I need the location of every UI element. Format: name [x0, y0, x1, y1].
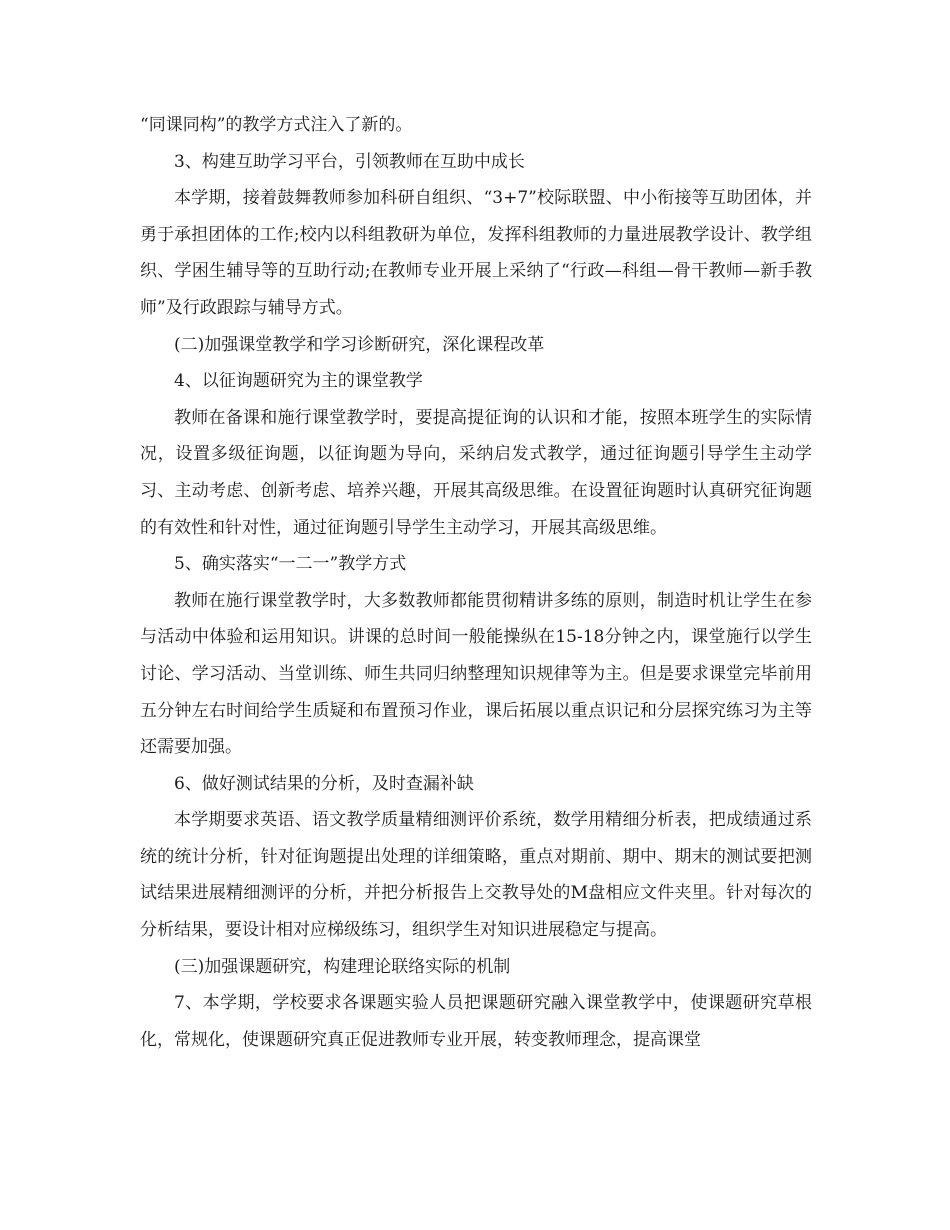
heading-item-6: 6、做好测试结果的分析，及时查漏补缺 — [174, 773, 474, 794]
paragraph-test-analysis: 本学期要求英语、语文教学质量精细测评价系统，数学用精细分析表，把成绩通过系统的统计分析，针对征询题提出处理的详细策略，重点对期前、期中、期末的测试要把测试结果进展精细测评的分析，并把分析报告上交教导处的M盘相应文件夹里。针对每次的分析结果，要设计相对应梯级练习，组织学生对知识进展稳定与提高。 — [140, 810, 812, 941]
heading-item-3: 3、构建互助学习平台，引领教师在互助中成长 — [174, 151, 525, 172]
section-heading-2: (二)加强课堂教学和学习诊断研究，深化课程改革 — [174, 334, 545, 355]
heading-item-5: 5、确实落实“一二一”教学方式 — [174, 554, 407, 575]
paragraph-continuation: “同课同构”的教学方式注入了新的。 — [140, 115, 413, 135]
paragraph-research: 7、本学期，学校要求各课题实验人员把课题研究融入课堂教学中，使课题研究草根化，常规化，使课题研究真正促进教师专业开展，转变教师理念，提高课堂 — [140, 993, 812, 1050]
paragraph-mutual-help: 本学期，接着鼓舞教师参加科研自组织、“3+7”校际联盟、中小衔接等互助团体，并勇于承担团体的工作;校内以科组教研为单位，发挥科组教师的力量进展教学设计、教学组织、学困生辅导等的互助行动;在教师专业开展上采纳了“行政—科组—骨干教师—新手教师”及行政跟踪与辅导方式。 — [140, 188, 812, 318]
paragraph-teaching-mode: 教师在施行课堂教学时，大多数教师都能贯彻精讲多练的原则，制造时机让学生在参与活动中体验和运用知识。讲课的总时间一般能操纵在15-18分钟之内，课堂施行以学生讨论、学习活动、当堂训练、师生共同归纳整理知识规律等为主。但是要求课堂完毕前用五分钟左右时间给学生质疑和布置预习作业，课后拓展以重点识记和分层探究练习为主等还需要加强。 — [140, 590, 812, 758]
heading-item-4: 4、以征询题研究为主的课堂教学 — [174, 371, 423, 392]
section-heading-3: (三)加强课题研究，构建理论联络实际的机制 — [174, 956, 511, 977]
paragraph-question-teaching: 教师在备课和施行课堂教学时，要提高提征询的认识和才能，按照本班学生的实际情况，设置多级征询题，以征询题为导向，采纳启发式教学，通过征询题引导学生主动学习、主动考虑、创新考虑、培养兴趣，开展其高级思维。在设置征询题时认真研究征询题的有效性和针对性，通过征询题引导学生主动学习，开展其高级思维。 — [140, 407, 812, 538]
document-body — [140, 107, 812, 1058]
